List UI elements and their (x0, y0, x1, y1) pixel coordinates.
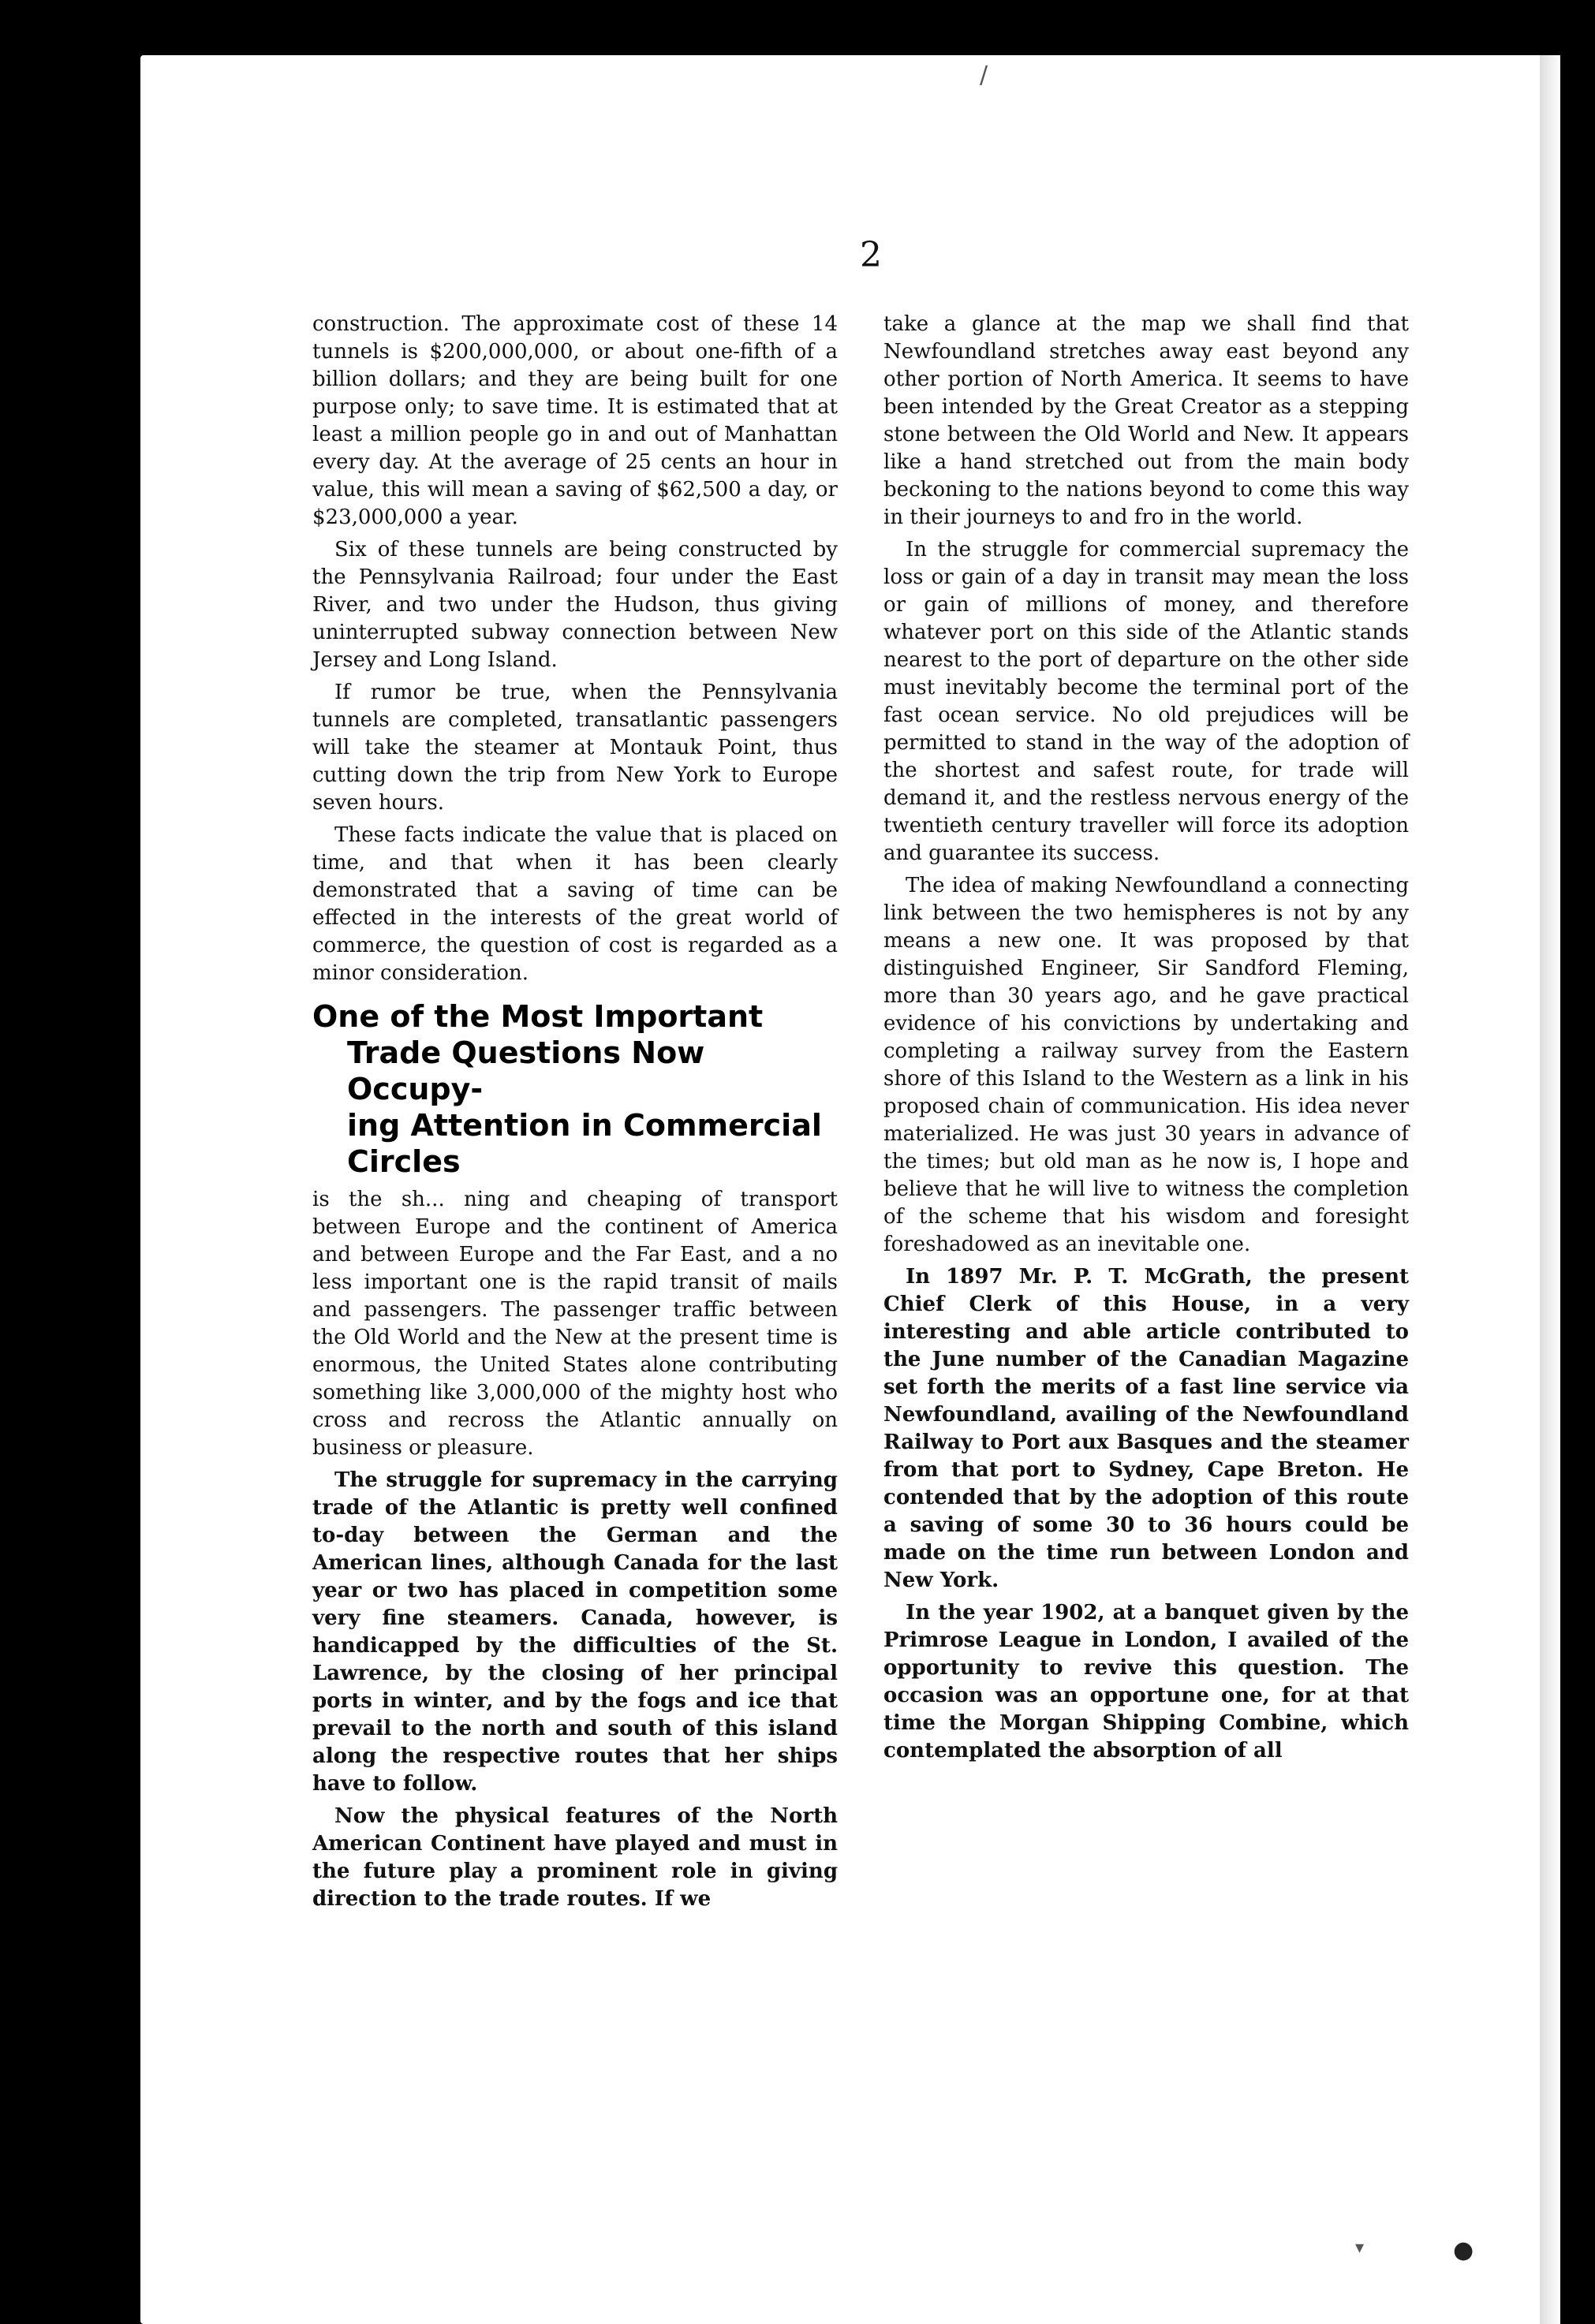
paragraph: In the year 1902, at a banquet given by the Primrose League in London, I availed of the opportunity to revive this question. The occasion was an opportune one, for at that time the Morgan Shipping Combine, which contemplated the absorption of all (883, 1601, 1409, 1763)
bottom-ink-mark: ▾ (1355, 2238, 1365, 2258)
paragraph: Now the physical features of the North American Continent have played and must in the future play a prominent role in giving direction to the trade routes. If we (312, 1804, 838, 1911)
top-ink-mark: / (980, 62, 988, 89)
left-column (312, 311, 838, 1918)
paragraph: If rumor be true, when the Pennsylvania tunnels are completed, transatlantic passengers will take the steamer at Montauk Point, thus cutting down the trip from New York to Europe seven hours. (312, 681, 838, 815)
paragraph: is the sh... ning and cheaping of transport between Europe and the continent of America and between Europe and the Far East, and a no less important one is the rapid transit of mails and passengers. The passenger traffic between the Old World and the New at the present time is enormous, the United States alone contributing something like 3,000,000 of the mighty host who cross and recross the Atlantic annually on business or pleasure. (312, 1188, 838, 1460)
paragraph: take a glance at the map we shall find that Newfoundland stretches away east beyond any other portion of North America. It seems to have been intended by the Great Creator as a stepping stone between the Old World and New. It appears like a hand stretched out from the main body beckoning to the nations beyond to come this way in their journeys to and fro in the world. (883, 312, 1409, 529)
bold-section (883, 1263, 1409, 1765)
paragraph: The idea of making Newfoundland a connecting link between the two hemispheres is not by any means a new one. It was proposed by that distinguished Engineer, Sir Sandford Fleming, more than 30 years ago, and he gave practical evidence of his convictions by undertaking and completing a railway survey from the Eastern shore of this Island to the Western as a link in his proposed chain of communication. His idea never materialized. He was just 30 years in advance of the times; but old man as he now is, I hope and believe that he will live to witness the completion of the scheme that his wisdom and foresight foreshadowed as an inevitable one. (883, 874, 1409, 1256)
paragraph: Six of these tunnels are being constructed by the Pennsylvania Railroad; four under the East River, and two under the Hudson, thus giving uninterrupted subway connection between New Jersey and Long Island. (312, 538, 838, 672)
page-number: 2 (860, 235, 882, 275)
paragraph: In the struggle for commercial supremacy the loss or gain of a day in transit may mean the loss or gain of millions of money, and therefore whatever port on this side of the Atlantic stands nearest to the port of departure on the other side must inevitably become the terminal port of the fast ocean service. No old prejudices will be permitted to stand in the way of the adoption of the shortest and safest route, for trade will demand it, and the restless nervous energy of the twentieth century traveller will force its adoption and guarantee its success. (883, 538, 1409, 865)
headline-line: ing Attention in Commercial (347, 1108, 822, 1143)
section-headline (312, 998, 838, 1180)
paragraph: construction. The approximate cost of these 14 tunnels is $200,000,000, or about one-fifth of a billion dollars; and they are being built for one purpose only; to save time. It is estimated that at least a million people go in and out of Manhattan every day. At the average of 25 cents an hour in value, this will mean a saving of $62,500 a day, or $23,000,000 a year. (312, 312, 838, 529)
right-column (883, 311, 1409, 1770)
page-edge-shadow (1540, 55, 1560, 2324)
paragraph: These facts indicate the value that is placed on time, and that when it has been clearly demonstrated that a saving of time can be effected in the interests of the great world of commerce, the question of cost is regarded as a minor consideration. (312, 823, 838, 985)
bold-section (312, 1467, 838, 1913)
bottom-ink-blot: ● (1453, 2236, 1474, 2264)
headline-line: Circles (347, 1144, 461, 1179)
headline-line: One of the Most Important (312, 999, 764, 1034)
headline-line: Trade Questions Now Occupy- (347, 1035, 705, 1106)
paragraph: The struggle for supremacy in the carrying trade of the Atlantic is pretty well confined to-day between the German and the American lines, although Canada for the last year or two has placed in competition some very fine steamers. Canada, however, is handicapped by the difficulties of the St. Lawrence, by the closing of her principal ports in winter, and by the fogs and ice that prevail to the north and south of this island along the respective routes that her ships have to follow. (312, 1468, 838, 1796)
paragraph: In 1897 Mr. P. T. McGrath, the present Chief Clerk of this House, in a very interesting and able article contributed to the June number of the Canadian Magazine set forth the merits of a fast line service via Newfoundland, availing of the Newfoundland Railway to Port aux Basques and the steamer from that port to Sydney, Cape Breton. He contended that by the adoption of this route a saving of some 30 to 36 hours could be made on the time run between London and New York. (883, 1265, 1409, 1592)
